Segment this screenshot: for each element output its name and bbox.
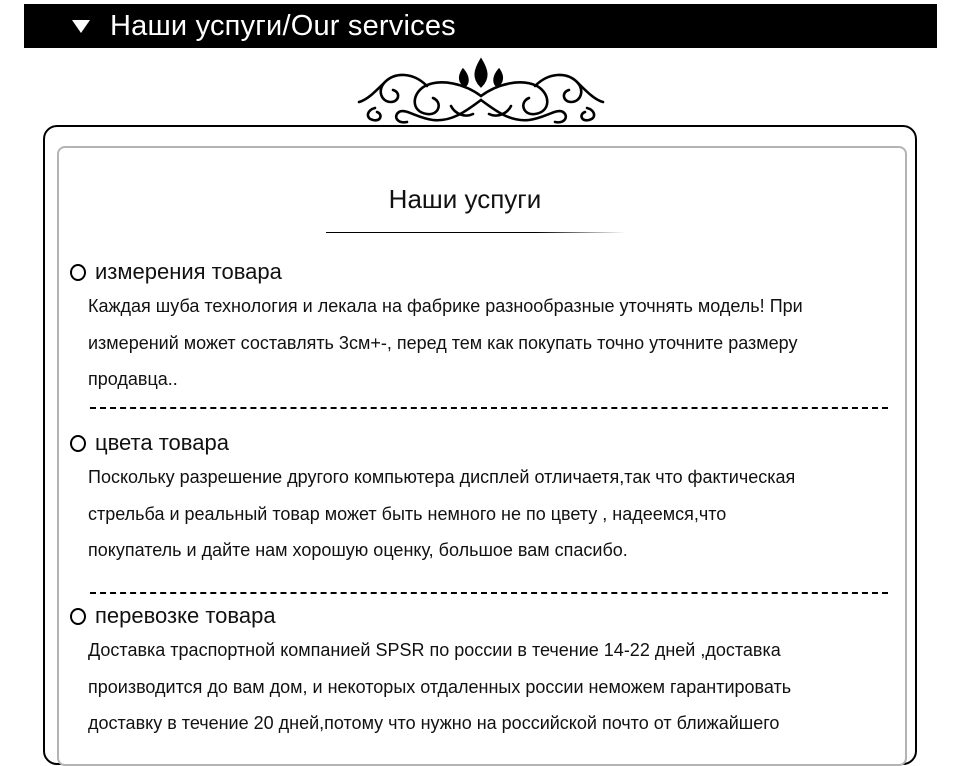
body-line: покупатель и дайте нам хорошую оценку, большое вам спасибо. (88, 540, 628, 560)
header-title: Наши успуги/Our services (110, 10, 456, 42)
title-underline (326, 232, 626, 233)
header-bar (24, 4, 937, 48)
panel-title: Наши успуги (388, 184, 542, 214)
triangle-down-icon[interactable] (72, 20, 90, 33)
section-heading-color (68, 429, 229, 457)
circle-bullet-icon (70, 608, 86, 625)
section-heading-shipping (68, 602, 276, 630)
body-line: доставку в течение 20 дней,потому что нужно на российской почто от ближайшего (88, 713, 780, 733)
section-heading-text: измерения товара (95, 259, 282, 284)
section-heading-text: цвета товара (95, 430, 229, 455)
body-line: Доставка траспортной компанией SPSR по россии в течение 14-22 дней ,доставка (88, 640, 781, 660)
body-line: стрельба и реальный товар может быть немного не по цвету , надеемся,что (88, 503, 727, 524)
circle-bullet-icon (70, 435, 86, 452)
section-heading-text: перевозке товара (95, 603, 276, 628)
section-body-color (88, 459, 908, 569)
scroll-flourish-ornament (355, 56, 607, 128)
body-line: производится до вам дом, и некоторых отдаленных россии неможем гарантировать (88, 676, 792, 697)
body-line: продавца.. (88, 369, 178, 389)
section-heading-measurement (68, 258, 282, 286)
body-line: Каждая шуба технология и лекала на фабрике разнообразные уточнять модель! При (88, 296, 803, 316)
body-line: Поскольку разрешение другого компьютера дисплей отличаетя,так что фактическая (88, 467, 796, 487)
section-body-shipping (88, 632, 908, 742)
section-body-measurement (88, 288, 908, 398)
circle-bullet-icon (70, 264, 86, 281)
body-line: измерений может составлять 3см+-, перед тем как покупать точно уточните размеру (88, 332, 798, 353)
dashed-divider (90, 407, 888, 409)
dashed-divider (90, 592, 888, 594)
